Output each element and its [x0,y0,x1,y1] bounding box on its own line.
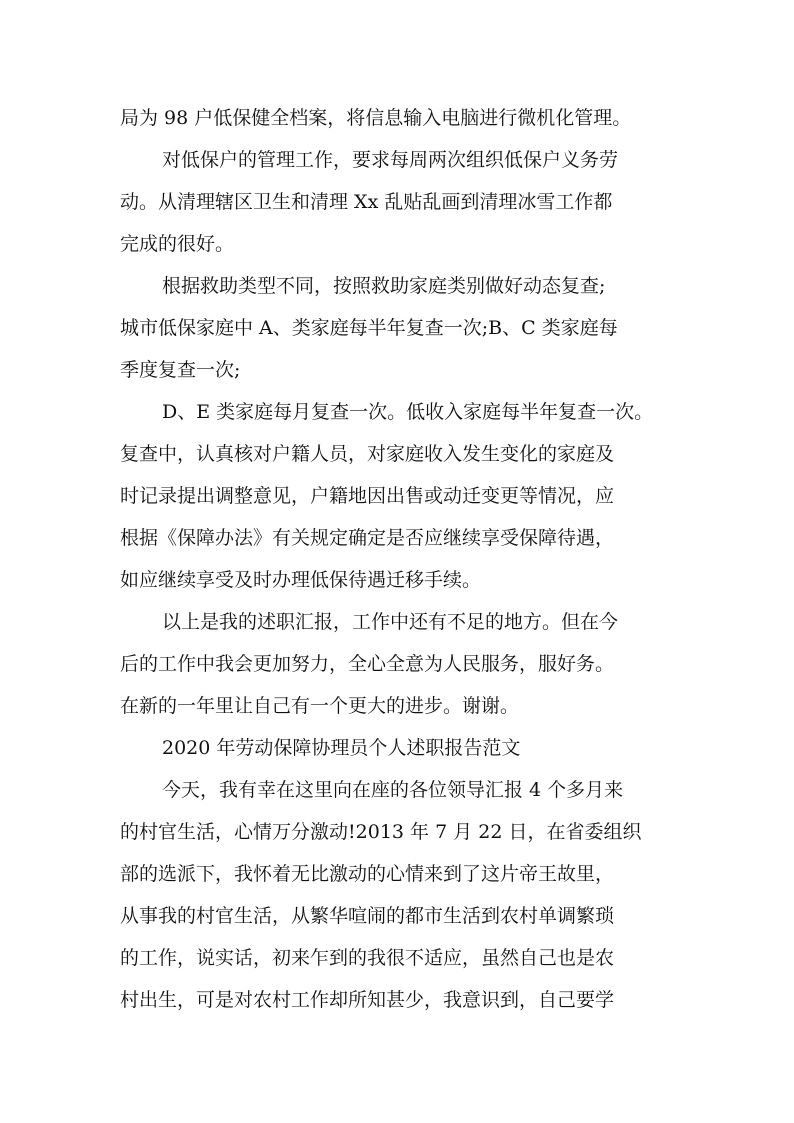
paragraph-line: 的工作，说实话，初来乍到的我很不适应，虽然自己也是农 [120,947,615,969]
paragraph-line: 根据《保障办法》有关规定确定是否应继续享受保障待遇， [120,527,615,549]
paragraph-line: 根据救助类型不同，按照救助家庭类别做好动态复查; [162,275,606,297]
paragraph-line: 在新的一年里让自己有一个更大的进步。谢谢。 [120,695,520,717]
paragraph-line: 部的选派下，我怀着无比激动的心情来到了这片帝王故里， [120,863,615,885]
paragraph-line: 季度复查一次; [120,359,241,381]
paragraph-line: D、E 类家庭每月复查一次。低收入家庭每半年复查一次。 [162,401,654,423]
section-title: 2020 年劳动保障协理员个人述职报告范文 [162,737,521,759]
paragraph-line: 如应继续享受及时办理低保待遇迁移手续。 [120,569,482,591]
paragraph-line: 完成的很好。 [120,233,235,255]
paragraph-line: 的村官生活，心情万分激动!2013 年 7 月 22 日，在省委组织 [120,821,642,843]
paragraph-line: 以上是我的述职汇报，工作中还有不足的地方。但在今 [162,611,619,633]
paragraph-line: 复查中，认真核对户籍人员，对家庭收入发生变化的家庭及 [120,443,615,465]
paragraph-line: 后的工作中我会更加努力，全心全意为人民服务，服好务。 [120,653,615,675]
paragraph-line: 动。从清理辖区卫生和清理 Xx 乱贴乱画到清理冰雪工作都 [120,191,613,213]
paragraph-line: 从事我的村官生活，从繁华喧闹的都市生活到农村单调繁琐 [120,905,615,927]
paragraph-line: 城市低保家庭中 A、类家庭每半年复查一次;B、C 类家庭每 [120,317,618,339]
paragraph-line: 时记录提出调整意见，户籍地因出售或动迁变更等情况，应 [120,485,615,507]
paragraph-line: 村出生，可是对农村工作却所知甚少，我意识到，自己要学 [120,989,615,1011]
paragraph-line: 局为 98 户低保健全档案，将信息输入电脑进行微机化管理。 [120,107,632,129]
paragraph-line: 对低保户的管理工作，要求每周两次组织低保户义务劳 [162,149,619,171]
paragraph-line: 今天，我有幸在这里向在座的各位领导汇报 4 个多月来 [162,779,624,801]
